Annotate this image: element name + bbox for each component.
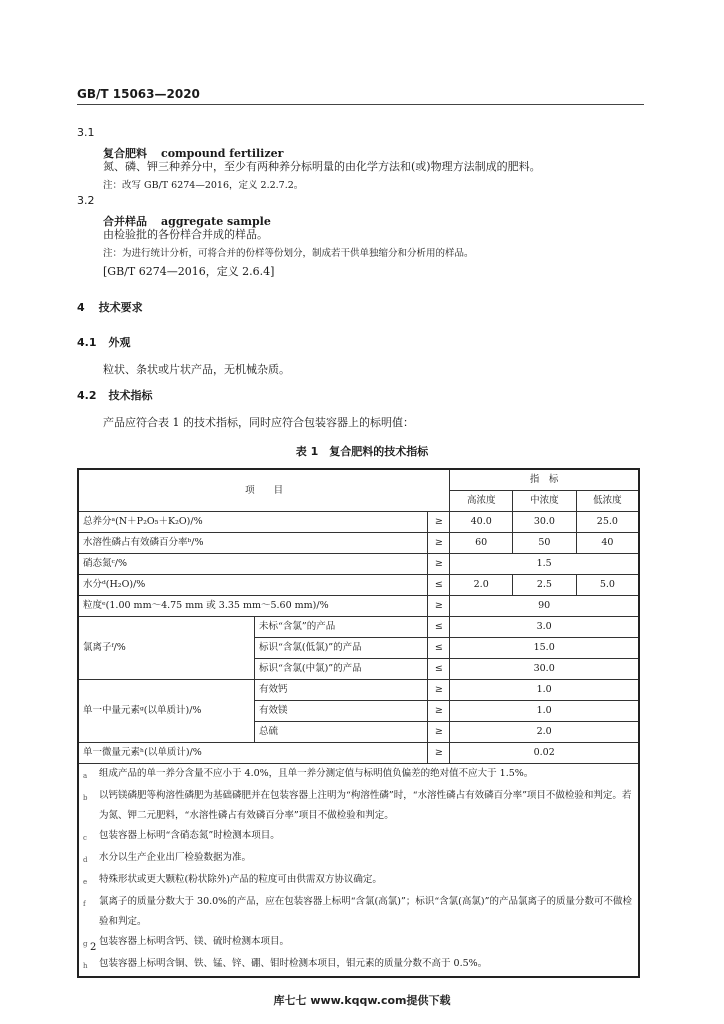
clause-3-1-note: 注：改写 GB/T 6274—2016，定义 2.2.7.2。 xyxy=(103,180,304,191)
cell-mid: 50 xyxy=(513,533,577,554)
row-group-label: 单一中量元素ᵍ(以单质计)/% xyxy=(78,680,255,743)
standard-code-header: GB/T 15063—2020 xyxy=(77,87,200,101)
section-number: 4 xyxy=(77,301,85,314)
term-cn: 合并样品 xyxy=(103,215,147,228)
cell-low: 40 xyxy=(576,533,639,554)
column-header-index: 指 标 xyxy=(450,469,639,491)
row-subitem: 总硫 xyxy=(255,722,428,743)
row-subitem: 标识“含氯(低氯)”的产品 xyxy=(255,638,428,659)
section-4-1-heading xyxy=(77,334,131,350)
cell-high: 60 xyxy=(450,533,513,554)
footnote-mark: f xyxy=(83,900,86,908)
term-en: compound fertilizer xyxy=(161,147,284,160)
footnote xyxy=(83,932,634,954)
clause-3-2-source: [GB/T 6274—2016，定义 2.6.4] xyxy=(103,265,275,278)
section-4-1-text: 粒状、条状或片状产品，无机械杂质。 xyxy=(103,363,290,376)
row-subitem: 有效镁 xyxy=(255,701,428,722)
footnote xyxy=(83,848,634,870)
term-cn: 复合肥料 xyxy=(103,147,147,160)
column-header-item: 项 目 xyxy=(78,469,450,512)
download-footer: 库七七 www.kqqw.com提供下载 xyxy=(273,994,451,1007)
cell-high: 40.0 xyxy=(450,512,513,533)
section-4-2-text: 产品应符合表 1 的技术指标，同时应符合包装容器上的标明值： xyxy=(103,416,414,429)
table-row xyxy=(78,617,639,638)
row-item: 水分ᵈ(H₂O)/% xyxy=(78,575,428,596)
row-item: 总养分ᵃ(N＋P₂O₅＋K₂O)/% xyxy=(78,512,428,533)
section-number: 4.2 xyxy=(77,389,97,402)
cell-all: 15.0 xyxy=(450,638,639,659)
row-symbol: ≥ xyxy=(428,533,450,554)
footnote xyxy=(83,870,634,892)
footnote xyxy=(83,786,634,826)
cell-all: 2.0 xyxy=(450,722,639,743)
footnote-text: 组成产品的单一养分含量不应小于 4.0%，且单一养分测定值与标明值负偏差的绝对值不应大于 1.5%。 xyxy=(99,768,534,779)
page-number: 2 xyxy=(90,942,97,953)
row-symbol: ≤ xyxy=(428,575,450,596)
table-row xyxy=(78,512,639,533)
row-symbol: ≥ xyxy=(428,722,450,743)
table-row xyxy=(78,743,639,764)
footnote-mark: b xyxy=(83,794,88,802)
row-symbol: ≥ xyxy=(428,743,450,764)
clause-3-1-definition: 氮、磷、钾三种养分中，至少有两种养分标明量的由化学方法和(或)物理方法制成的肥料。 xyxy=(103,160,541,173)
cell-all: 3.0 xyxy=(450,617,639,638)
clause-3-1-number: 3.1 xyxy=(77,126,95,139)
cell-low: 5.0 xyxy=(576,575,639,596)
table-row xyxy=(78,596,639,617)
column-header-high: 高浓度 xyxy=(450,491,513,512)
footnote-mark: h xyxy=(83,962,88,970)
row-item: 硝态氮ᶜ/% xyxy=(78,554,428,575)
footnote-text: 以钙镁磷肥等枸溶性磷肥为基础磷肥并在包装容器上注明为“枸溶性磷”时，“水溶性磷占有效磷百分率”项目不做检验和判定。若为氮、钾二元肥料，“水溶性磷占有效磷百分率”项目不做检验和判定。 xyxy=(99,790,632,821)
footnote-mark: d xyxy=(83,856,88,864)
row-group-label: 氯离子ᶠ/% xyxy=(78,617,255,680)
section-title: 技术要求 xyxy=(98,301,143,314)
section-4-heading xyxy=(77,299,143,315)
table-row xyxy=(78,554,639,575)
footnote-text: 特殊形状或更大颗粒(粉状除外)产品的粒度可由供需双方协议确定。 xyxy=(99,874,382,885)
row-symbol: ≥ xyxy=(428,596,450,617)
footnote xyxy=(83,892,634,932)
row-item: 单一微量元素ʰ(以单质计)/% xyxy=(78,743,428,764)
table-row xyxy=(78,680,639,701)
table-caption: 表 1 复合肥料的技术指标 xyxy=(295,445,429,458)
clause-3-2-number: 3.2 xyxy=(77,194,95,207)
footnote-text: 包装容器上标明“含硝态氮”时检测本项目。 xyxy=(99,830,280,841)
cell-mid: 30.0 xyxy=(513,512,577,533)
cell-all: 90 xyxy=(450,596,639,617)
table-footnotes-row xyxy=(78,764,639,978)
row-symbol: ≥ xyxy=(428,680,450,701)
section-number: 4.1 xyxy=(77,336,97,349)
cell-mid: 2.5 xyxy=(513,575,577,596)
table-footnotes xyxy=(78,764,639,978)
footnote xyxy=(83,826,634,848)
header-rule xyxy=(77,104,644,105)
row-item: 水溶性磷占有效磷百分率ᵇ/% xyxy=(78,533,428,554)
section-title: 技术指标 xyxy=(108,389,153,402)
section-title: 外观 xyxy=(108,336,131,349)
cell-all: 0.02 xyxy=(450,743,639,764)
footnote-text: 包装容器上标明含铜、铁、锰、锌、硼、钼时检测本项目，钼元素的质量分数不高于 0.5%。 xyxy=(99,958,488,969)
row-subitem: 标识“含氯(中氯)”的产品 xyxy=(255,659,428,680)
clause-3-2-definition: 由检验批的各份样合并成的样品。 xyxy=(103,228,268,241)
row-symbol: ≥ xyxy=(428,701,450,722)
row-symbol: ≤ xyxy=(428,638,450,659)
row-symbol: ≤ xyxy=(428,659,450,680)
row-symbol: ≥ xyxy=(428,554,450,575)
row-symbol: ≤ xyxy=(428,617,450,638)
footnote-text: 氯离子的质量分数大于 30.0%的产品，应在包装容器上标明“含氯(高氯)”；标识“含氯(高氯)”的产品氯离子的质量分数可不做检验和判定。 xyxy=(99,896,632,927)
table-row xyxy=(78,575,639,596)
cell-all: 1.0 xyxy=(450,701,639,722)
footnote-mark: e xyxy=(83,878,88,886)
column-header-low: 低浓度 xyxy=(576,491,639,512)
footnote-mark: a xyxy=(83,772,88,780)
table-header-row xyxy=(78,469,639,491)
cell-all: 30.0 xyxy=(450,659,639,680)
cell-all: 1.5 xyxy=(450,554,639,575)
cell-all: 1.0 xyxy=(450,680,639,701)
footnote xyxy=(83,954,634,976)
clause-3-2-note: 注：为进行统计分析，可将合并的份样等份划分，制成若干供单独缩分和分析用的样品。 xyxy=(103,248,474,259)
row-subitem: 有效钙 xyxy=(255,680,428,701)
cell-high: 2.0 xyxy=(450,575,513,596)
cell-low: 25.0 xyxy=(576,512,639,533)
table-row xyxy=(78,533,639,554)
footnote-text: 水分以生产企业出厂检验数据为准。 xyxy=(99,852,252,863)
term-en: aggregate sample xyxy=(161,215,271,228)
footnote-mark: g xyxy=(83,940,88,948)
column-header-mid: 中浓度 xyxy=(513,491,577,512)
footnote xyxy=(83,764,634,786)
row-item: 粒度ᵉ(1.00 mm～4.75 mm 或 3.35 mm～5.60 mm)/% xyxy=(78,596,428,617)
row-subitem: 未标“含氯”的产品 xyxy=(255,617,428,638)
technical-indicators-table xyxy=(77,468,640,978)
row-symbol: ≥ xyxy=(428,512,450,533)
footnote-mark: c xyxy=(83,834,87,842)
footnote-text: 包装容器上标明含钙、镁、硫时检测本项目。 xyxy=(99,936,290,947)
section-4-2-heading xyxy=(77,387,153,403)
